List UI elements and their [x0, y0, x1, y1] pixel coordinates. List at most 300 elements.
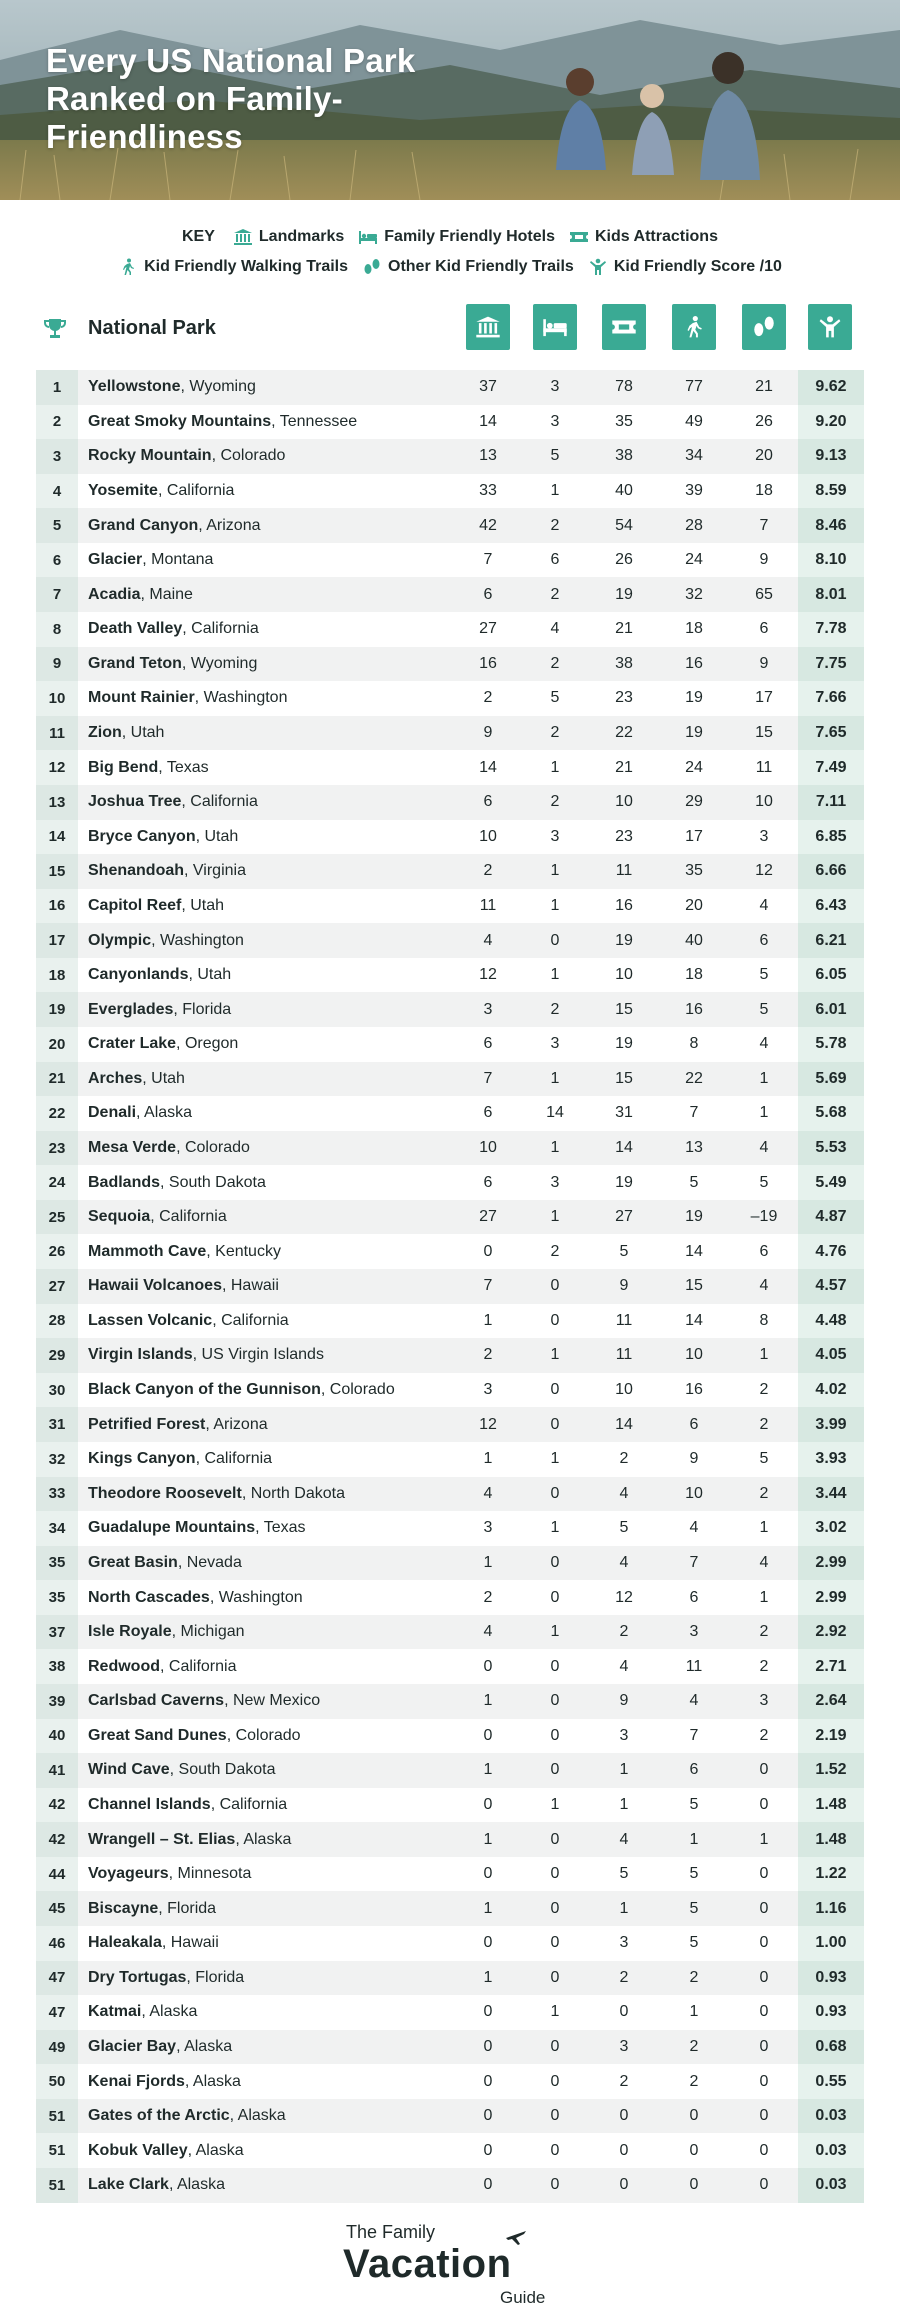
- child-icon: [817, 315, 843, 339]
- value-cell-footprints: 17: [755, 689, 773, 707]
- value-cell-landmark: 2: [483, 689, 493, 707]
- value-cell-ticket: 14: [615, 1139, 633, 1156]
- value-cell-walking: 5: [689, 1865, 699, 1883]
- value-cell-ticket: 5: [619, 1865, 629, 1883]
- rank-cell: 25: [36, 1200, 78, 1235]
- park-state: , Florida: [186, 1968, 245, 1986]
- value-cell-walking: 28: [685, 516, 703, 534]
- park-cell: [88, 854, 246, 889]
- value-cell-footprints: 1: [759, 1069, 769, 1087]
- park-cell: [88, 1027, 238, 1062]
- park-name: Grand Teton: [88, 654, 182, 672]
- value-cell-bed: 3: [550, 412, 560, 430]
- rank-cell: 51: [36, 2168, 78, 2203]
- park-name: Bryce Canyon: [88, 827, 196, 845]
- value-cell-footprints: 4: [759, 1139, 769, 1156]
- value-cell-walking: 15: [685, 1277, 703, 1295]
- value-cell-landmark: 2: [483, 1588, 493, 1606]
- table-row: [36, 474, 864, 509]
- value-cell-bed: 0: [550, 1588, 560, 1606]
- score-cell: 7.75: [798, 647, 864, 682]
- value-cell-walking: 1: [689, 2003, 699, 2021]
- value-cell-footprints: 9: [759, 654, 769, 672]
- value-cell-landmark: 0: [483, 1242, 493, 1260]
- score-cell: 4.02: [798, 1373, 864, 1408]
- value-cell-bed: 1: [550, 758, 560, 776]
- value-cell-bed: 0: [550, 1311, 560, 1329]
- score-cell: 8.59: [798, 474, 864, 509]
- value-cell-footprints: 1: [759, 1346, 769, 1364]
- park-cell: [88, 785, 258, 820]
- key-item-other-trails: Other Kid Friendly Trails: [362, 258, 574, 276]
- park-cell: [88, 1684, 320, 1719]
- park-state: , Maine: [140, 585, 193, 603]
- value-cell-bed: 0: [550, 1692, 560, 1710]
- rank-cell: 23: [36, 1131, 78, 1166]
- table-row: [36, 439, 864, 474]
- value-cell-walking: 19: [685, 1208, 703, 1226]
- park-state: , Alaska: [136, 1104, 193, 1122]
- park-cell: [88, 1062, 185, 1097]
- table-row: [36, 1407, 864, 1442]
- value-cell-footprints: 15: [755, 724, 773, 742]
- key-item-attractions: Kids Attractions: [569, 228, 718, 246]
- table-row: [36, 1304, 864, 1339]
- park-name: Great Basin: [88, 1553, 178, 1571]
- table-row: [36, 1961, 864, 1996]
- table-row: [36, 2133, 864, 2168]
- value-cell-landmark: 3: [483, 1519, 493, 1537]
- value-cell-landmark: 10: [479, 1139, 497, 1156]
- value-cell-landmark: 0: [483, 1865, 493, 1883]
- park-state: , Nevada: [177, 1553, 242, 1571]
- table-row: [36, 1788, 864, 1823]
- park-name: Mammoth Cave: [88, 1242, 207, 1260]
- park-cell: [88, 1546, 242, 1581]
- value-cell-bed: 0: [550, 1865, 560, 1883]
- value-cell-bed: 2: [550, 724, 560, 742]
- value-cell-walking: 5: [689, 1934, 699, 1952]
- value-cell-walking: 2: [689, 1968, 699, 1986]
- park-cell: [88, 2133, 244, 2168]
- value-cell-footprints: 0: [759, 1899, 769, 1917]
- park-name: Isle Royale: [88, 1623, 172, 1641]
- park-name: Haleakala: [88, 1934, 162, 1952]
- value-cell-landmark: 6: [483, 1104, 493, 1122]
- park-cell: [88, 405, 357, 440]
- park-state: , Alaska: [176, 2038, 233, 2056]
- value-cell-ticket: 26: [615, 551, 633, 569]
- ticket-icon: [611, 315, 637, 339]
- value-cell-landmark: 0: [483, 2072, 493, 2090]
- table-row: [36, 2030, 864, 2065]
- value-cell-footprints: 2: [759, 1415, 769, 1433]
- rank-cell: 20: [36, 1027, 78, 1062]
- score-cell: 0.03: [798, 2133, 864, 2168]
- value-cell-walking: 40: [685, 931, 703, 949]
- key-label: KEY: [182, 228, 215, 245]
- park-state: , Michigan: [171, 1623, 245, 1641]
- value-cell-landmark: 3: [483, 1000, 493, 1018]
- rank-cell: 5: [36, 508, 78, 543]
- rank-cell: 28: [36, 1304, 78, 1339]
- column-header-landmarks: [466, 304, 510, 350]
- park-state: , Washington: [151, 931, 244, 949]
- score-cell: 8.01: [798, 577, 864, 612]
- value-cell-footprints: 2: [759, 1623, 769, 1641]
- value-cell-ticket: 11: [615, 1346, 633, 1364]
- value-cell-ticket: 2: [619, 1968, 629, 1986]
- park-state: , Utah: [181, 896, 225, 914]
- child-icon: [588, 258, 608, 276]
- park-cell: [88, 1373, 395, 1408]
- value-cell-ticket: 1: [619, 1899, 629, 1917]
- score-cell: 9.13: [798, 439, 864, 474]
- value-cell-ticket: 10: [615, 793, 633, 811]
- value-cell-ticket: 22: [615, 724, 633, 742]
- rank-cell: 14: [36, 820, 78, 855]
- score-cell: 5.53: [798, 1131, 864, 1166]
- rank-cell: 26: [36, 1234, 78, 1269]
- value-cell-walking: 5: [689, 1795, 699, 1813]
- park-cell: [88, 370, 256, 405]
- park-state: , Utah: [142, 1069, 185, 1087]
- rank-cell: 11: [36, 716, 78, 751]
- park-cell: [88, 612, 259, 647]
- park-state: , Colorado: [176, 1139, 250, 1156]
- value-cell-walking: 16: [685, 1000, 703, 1018]
- park-cell: [88, 1511, 306, 1546]
- park-cell: [88, 1096, 192, 1131]
- value-cell-walking: 13: [685, 1139, 703, 1156]
- value-cell-bed: 0: [550, 931, 560, 949]
- value-cell-landmark: 33: [479, 482, 497, 500]
- park-cell: [88, 508, 261, 543]
- rank-cell: 38: [36, 1649, 78, 1684]
- rank-cell: 50: [36, 2064, 78, 2099]
- park-state: , South Dakota: [160, 1173, 266, 1191]
- value-cell-walking: 19: [685, 724, 703, 742]
- value-cell-walking: 16: [685, 1381, 703, 1399]
- value-cell-walking: 0: [689, 2141, 699, 2159]
- park-name: Kobuk Valley: [88, 2141, 188, 2159]
- score-cell: 2.64: [798, 1684, 864, 1719]
- value-cell-ticket: 12: [615, 1588, 633, 1606]
- value-cell-ticket: 1: [619, 1761, 629, 1779]
- park-cell: [88, 1580, 303, 1615]
- park-state: , Arizona: [205, 1415, 268, 1433]
- park-name: Acadia: [88, 585, 141, 603]
- value-cell-ticket: 35: [615, 412, 633, 430]
- park-name: Biscayne: [88, 1899, 159, 1917]
- ticket-icon: [569, 228, 589, 246]
- value-cell-bed: 0: [550, 2072, 560, 2090]
- value-cell-footprints: 20: [755, 447, 773, 465]
- table-row: [36, 2168, 864, 2203]
- table-row: [36, 992, 864, 1027]
- score-cell: 4.57: [798, 1269, 864, 1304]
- value-cell-ticket: 0: [619, 2141, 629, 2159]
- score-cell: 6.85: [798, 820, 864, 855]
- park-state: , Oregon: [176, 1035, 239, 1053]
- table-row: [36, 612, 864, 647]
- value-cell-footprints: 3: [759, 827, 769, 845]
- value-cell-walking: 14: [685, 1311, 703, 1329]
- park-cell: [88, 1857, 251, 1892]
- key-item-landmarks: Landmarks: [233, 228, 344, 246]
- value-cell-landmark: 0: [483, 2038, 493, 2056]
- value-cell-landmark: 4: [483, 1484, 493, 1502]
- value-cell-walking: 35: [685, 862, 703, 880]
- park-name: Glacier: [88, 551, 143, 569]
- value-cell-bed: 0: [550, 1553, 560, 1571]
- table-row: [36, 1442, 864, 1477]
- score-cell: 1.16: [798, 1891, 864, 1926]
- park-state: , California: [195, 1450, 273, 1468]
- value-cell-bed: 0: [550, 1415, 560, 1433]
- key-item-score: Kid Friendly Score /10: [588, 258, 782, 276]
- rank-cell: 19: [36, 992, 78, 1027]
- rank-cell: 22: [36, 1096, 78, 1131]
- value-cell-bed: 1: [550, 1139, 560, 1156]
- value-cell-landmark: 12: [479, 1415, 497, 1433]
- value-cell-bed: 0: [550, 2176, 560, 2194]
- score-cell: 9.62: [798, 370, 864, 405]
- bed-icon: [358, 228, 378, 246]
- table-row: [36, 923, 864, 958]
- rank-cell: 29: [36, 1338, 78, 1373]
- value-cell-bed: 0: [550, 1277, 560, 1295]
- score-cell: 2.99: [798, 1546, 864, 1581]
- rank-cell: 44: [36, 1857, 78, 1892]
- park-state: , Alaska: [229, 2107, 286, 2125]
- value-cell-ticket: 4: [619, 1830, 629, 1848]
- park-name: Kings Canyon: [88, 1450, 196, 1468]
- rank-cell: 1: [36, 370, 78, 405]
- value-cell-walking: 1: [689, 1830, 699, 1848]
- park-cell: [88, 2030, 232, 2065]
- value-cell-walking: 18: [685, 620, 703, 638]
- score-cell: 5.49: [798, 1165, 864, 1200]
- value-cell-bed: 0: [550, 1830, 560, 1848]
- value-cell-ticket: 14: [615, 1415, 633, 1433]
- park-cell: [88, 1200, 227, 1235]
- value-cell-landmark: 1: [483, 1830, 493, 1848]
- park-state: , Alaska: [187, 2141, 244, 2159]
- value-cell-walking: 39: [685, 482, 703, 500]
- score-cell: 3.44: [798, 1477, 864, 1512]
- value-cell-landmark: 6: [483, 1035, 493, 1053]
- table-row: [36, 1995, 864, 2030]
- table-row: [36, 681, 864, 716]
- value-cell-footprints: 10: [755, 793, 773, 811]
- value-cell-ticket: 0: [619, 2176, 629, 2194]
- park-name: Canyonlands: [88, 966, 189, 984]
- value-cell-landmark: 0: [483, 1657, 493, 1675]
- table-row: [36, 2064, 864, 2099]
- park-cell: [88, 1477, 345, 1512]
- score-cell: 6.43: [798, 889, 864, 924]
- value-cell-landmark: 27: [479, 620, 497, 638]
- value-cell-footprints: 7: [759, 516, 769, 534]
- value-cell-bed: 1: [550, 1623, 560, 1641]
- value-cell-footprints: 1: [759, 1588, 769, 1606]
- park-cell: [88, 1269, 279, 1304]
- landmark-icon: [233, 228, 253, 246]
- rank-cell: 37: [36, 1615, 78, 1650]
- value-cell-walking: 18: [685, 966, 703, 984]
- park-cell: [88, 958, 231, 993]
- value-cell-landmark: 0: [483, 2003, 493, 2021]
- rank-cell: 42: [36, 1788, 78, 1823]
- value-cell-walking: 4: [689, 1519, 699, 1537]
- park-state: , North Dakota: [241, 1484, 345, 1502]
- value-cell-landmark: 3: [483, 1381, 493, 1399]
- park-name: Zion: [88, 724, 122, 742]
- park-cell: [88, 1131, 250, 1166]
- value-cell-footprints: 1: [759, 1104, 769, 1122]
- park-state: , California: [157, 482, 235, 500]
- rank-cell: 7: [36, 577, 78, 612]
- bed-icon: [542, 315, 568, 339]
- park-cell: [88, 474, 234, 509]
- value-cell-walking: 7: [689, 1553, 699, 1571]
- value-cell-landmark: 14: [479, 412, 497, 430]
- park-cell: [88, 1304, 289, 1339]
- value-cell-footprints: 0: [759, 2176, 769, 2194]
- value-cell-footprints: 4: [759, 1277, 769, 1295]
- value-cell-ticket: 54: [615, 516, 633, 534]
- value-cell-ticket: 3: [619, 1726, 629, 1744]
- value-cell-footprints: 8: [759, 1311, 769, 1329]
- park-cell: [88, 716, 164, 751]
- value-cell-walking: 2: [689, 2072, 699, 2090]
- value-cell-footprints: 5: [759, 1000, 769, 1018]
- value-cell-footprints: 0: [759, 1934, 769, 1952]
- rank-cell: 18: [36, 958, 78, 993]
- column-header-attractions: [602, 304, 646, 350]
- value-cell-landmark: 9: [483, 724, 493, 742]
- park-name: Voyageurs: [88, 1865, 169, 1883]
- table-row: [36, 1131, 864, 1166]
- value-cell-walking: 24: [685, 551, 703, 569]
- value-cell-footprints: 3: [759, 1692, 769, 1710]
- value-cell-ticket: 1: [619, 1795, 629, 1813]
- table-row: [36, 820, 864, 855]
- value-cell-footprints: 4: [759, 1035, 769, 1053]
- rank-cell: 8: [36, 612, 78, 647]
- park-state: , New Mexico: [224, 1692, 321, 1710]
- legend-key: [0, 222, 900, 282]
- table-row: [36, 1477, 864, 1512]
- value-cell-landmark: 0: [483, 2107, 493, 2125]
- value-cell-ticket: 11: [615, 1311, 633, 1329]
- rank-cell: 42: [36, 1822, 78, 1857]
- value-cell-bed: 3: [550, 378, 560, 396]
- rank-cell: 4: [36, 474, 78, 509]
- value-cell-bed: 2: [550, 1242, 560, 1260]
- park-name: Denali: [88, 1104, 137, 1122]
- value-cell-walking: 11: [685, 1657, 703, 1675]
- park-state: , Florida: [158, 1899, 217, 1917]
- park-state: , Alaska: [235, 1830, 292, 1848]
- value-cell-footprints: 1: [759, 1830, 769, 1848]
- park-name: Great Smoky Mountains: [88, 412, 272, 430]
- park-name: Arches: [88, 1069, 143, 1087]
- value-cell-ticket: 4: [619, 1484, 629, 1502]
- key-item-walking-trails: Kid Friendly Walking Trails: [118, 258, 348, 276]
- value-cell-ticket: 2: [619, 2072, 629, 2090]
- park-cell: [88, 1961, 244, 1996]
- column-header-score: [808, 304, 852, 350]
- hero-banner: [0, 0, 900, 200]
- rank-cell: 35: [36, 1580, 78, 1615]
- park-cell: [88, 923, 244, 958]
- value-cell-landmark: 10: [479, 827, 497, 845]
- value-cell-walking: 6: [689, 1761, 699, 1779]
- score-cell: 7.78: [798, 612, 864, 647]
- park-state: , California: [212, 1311, 289, 1329]
- score-cell: 0.93: [798, 1995, 864, 2030]
- park-state: , Wyoming: [180, 378, 256, 396]
- score-cell: 5.78: [798, 1027, 864, 1062]
- value-cell-ticket: 38: [615, 447, 633, 465]
- value-cell-ticket: 3: [619, 2038, 629, 2056]
- value-cell-ticket: 10: [615, 1381, 633, 1399]
- value-cell-landmark: 0: [483, 1726, 493, 1744]
- value-cell-walking: 0: [689, 2176, 699, 2194]
- score-cell: 0.93: [798, 1961, 864, 1996]
- value-cell-footprints: –19: [750, 1208, 778, 1226]
- value-cell-ticket: 4: [619, 1553, 629, 1571]
- value-cell-bed: 0: [550, 2107, 560, 2125]
- value-cell-walking: 5: [689, 1899, 699, 1917]
- value-cell-footprints: 2: [759, 1484, 769, 1502]
- rank-cell: 51: [36, 2099, 78, 2134]
- park-cell: [88, 2099, 286, 2134]
- park-cell: [88, 820, 238, 855]
- park-state: , Kentucky: [206, 1242, 281, 1260]
- value-cell-bed: 5: [550, 447, 560, 465]
- park-name: Mesa Verde: [88, 1139, 177, 1156]
- value-cell-footprints: 12: [755, 862, 773, 880]
- score-cell: 3.02: [798, 1511, 864, 1546]
- value-cell-bed: 3: [550, 1173, 560, 1191]
- value-cell-ticket: 0: [619, 2003, 629, 2021]
- park-cell: [88, 1822, 291, 1857]
- park-state: , Florida: [173, 1000, 232, 1018]
- park-name: Gates of the Arctic: [88, 2107, 230, 2125]
- park-cell: [88, 1649, 236, 1684]
- value-cell-landmark: 37: [479, 378, 497, 396]
- table-row: [36, 1096, 864, 1131]
- score-cell: 4.76: [798, 1234, 864, 1269]
- table-row: [36, 1684, 864, 1719]
- value-cell-footprints: 0: [759, 1865, 769, 1883]
- table-row: [36, 889, 864, 924]
- park-name: Redwood: [88, 1657, 160, 1675]
- score-cell: 6.21: [798, 923, 864, 958]
- park-name: Dry Tortugas: [88, 1968, 187, 1986]
- value-cell-bed: 0: [550, 1657, 560, 1675]
- table-row: [36, 1062, 864, 1097]
- score-cell: 5.68: [798, 1096, 864, 1131]
- park-name: Badlands: [88, 1173, 161, 1191]
- score-cell: 7.49: [798, 750, 864, 785]
- park-name: Death Valley: [88, 620, 183, 638]
- value-cell-bed: 1: [550, 2003, 560, 2021]
- table-row: [36, 577, 864, 612]
